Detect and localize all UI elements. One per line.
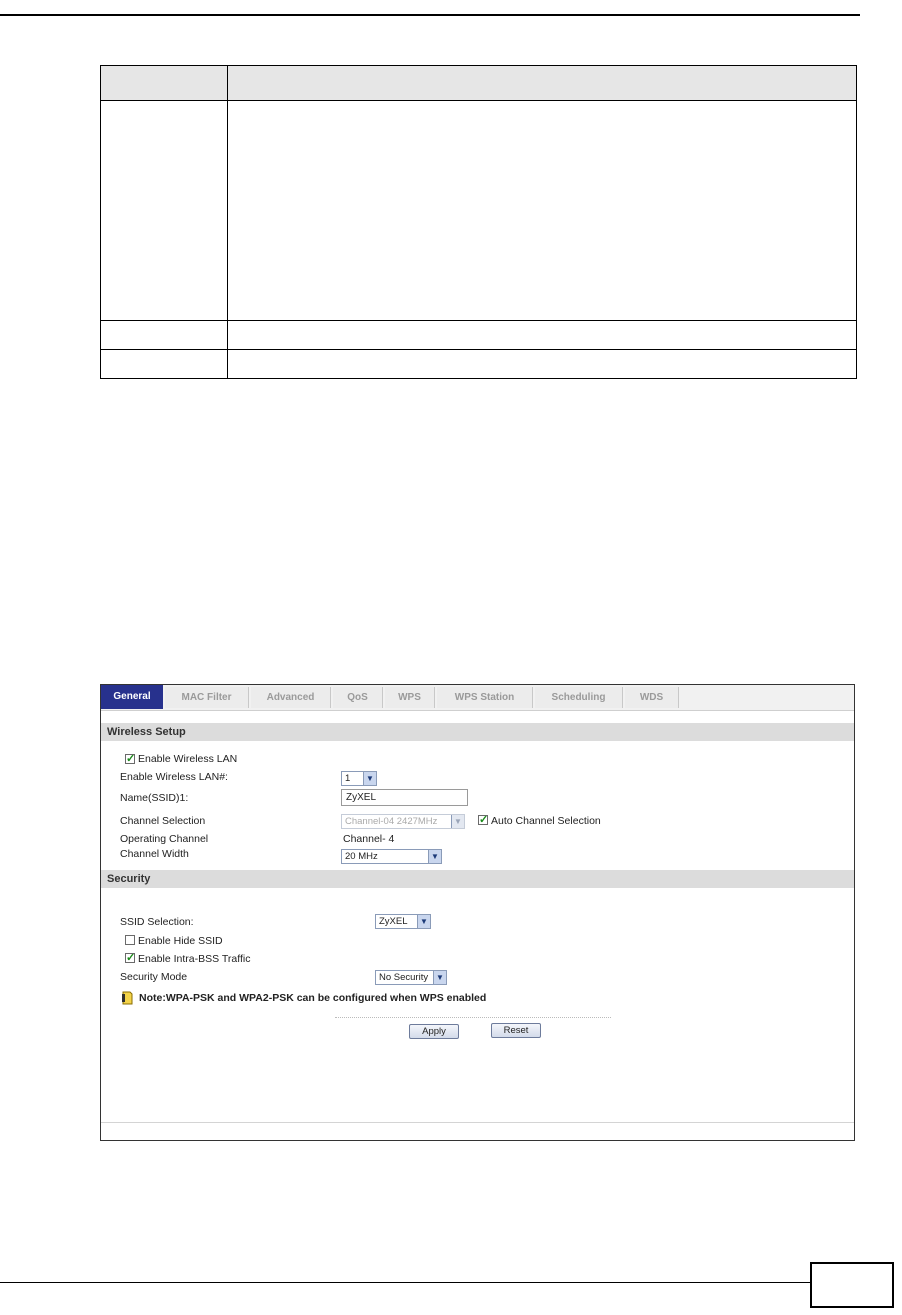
table-row bbox=[101, 350, 857, 379]
table-cell bbox=[228, 321, 857, 350]
tab-wds[interactable]: WDS bbox=[625, 687, 679, 708]
ssid-selection-select[interactable] bbox=[375, 914, 431, 929]
wps-note: Note:WPA-PSK and WPA2-PSK can be configured when WPS enabled bbox=[139, 992, 487, 1004]
table-header-cell bbox=[101, 66, 228, 101]
header-rule bbox=[0, 14, 860, 16]
table-cell bbox=[101, 101, 228, 321]
channel-width-select[interactable] bbox=[341, 849, 442, 864]
table-row bbox=[101, 101, 857, 321]
wireless-lan-num-value: 1 bbox=[345, 773, 351, 784]
footer-rule bbox=[0, 1282, 812, 1283]
channel-selection-label: Channel Selection bbox=[120, 815, 206, 827]
ssid-input[interactable]: ZyXEL bbox=[341, 789, 468, 806]
tab-wps-station[interactable]: WPS Station bbox=[437, 687, 533, 708]
hide-ssid-checkbox[interactable] bbox=[125, 935, 135, 945]
table-cell bbox=[101, 321, 228, 350]
reset-button[interactable]: Reset bbox=[491, 1023, 541, 1038]
chevron-down-icon: ▼ bbox=[428, 850, 441, 863]
page-number-box bbox=[810, 1262, 894, 1308]
tab-scheduling[interactable]: Scheduling bbox=[535, 687, 623, 708]
auto-channel-label: Auto Channel Selection bbox=[491, 815, 601, 827]
tab-qos[interactable]: QoS bbox=[333, 687, 383, 708]
ssid-selection-value: ZyXEL bbox=[379, 916, 408, 927]
enable-wireless-lan-num-label: Enable Wireless LAN#: bbox=[120, 771, 228, 783]
table-cell bbox=[101, 350, 228, 379]
ssid-label: Name(SSID)1: bbox=[120, 792, 189, 804]
note-icon bbox=[121, 991, 133, 1005]
security-heading: Security bbox=[101, 870, 854, 888]
tab-general[interactable]: General bbox=[101, 685, 163, 709]
enable-wireless-lan-label: Enable Wireless LAN bbox=[138, 753, 238, 765]
channel-width-value: 20 MHz bbox=[345, 851, 378, 862]
table-cell bbox=[228, 101, 857, 321]
tab-wps[interactable]: WPS bbox=[385, 687, 435, 708]
intra-bss-label: Enable Intra-BSS Traffic bbox=[138, 953, 251, 965]
divider bbox=[335, 1017, 611, 1018]
channel-selection-select bbox=[341, 814, 465, 829]
wireless-setup-heading: Wireless Setup bbox=[101, 723, 854, 741]
security-mode-value: No Security bbox=[379, 972, 429, 983]
tab-bar bbox=[101, 685, 854, 711]
table-header-cell bbox=[228, 66, 857, 101]
chevron-down-icon: ▼ bbox=[417, 915, 430, 928]
channel-width-label: Channel Width bbox=[120, 848, 189, 860]
channel-selection-value: Channel-04 2427MHz bbox=[345, 816, 438, 827]
tab-advanced[interactable]: Advanced bbox=[251, 687, 331, 708]
chevron-down-icon: ▼ bbox=[433, 971, 446, 984]
chevron-down-icon: ▼ bbox=[451, 815, 464, 828]
reference-table bbox=[100, 65, 857, 379]
security-mode-select[interactable] bbox=[375, 970, 447, 985]
operating-channel-value: Channel- 4 bbox=[343, 833, 395, 845]
auto-channel-checkbox[interactable] bbox=[478, 815, 488, 825]
enable-wireless-lan-checkbox[interactable] bbox=[125, 754, 135, 764]
apply-button[interactable]: Apply bbox=[409, 1024, 459, 1039]
wireless-general-screenshot bbox=[100, 684, 855, 1141]
table-row bbox=[101, 321, 857, 350]
footer-divider bbox=[101, 1122, 854, 1123]
ssid-selection-label: SSID Selection: bbox=[120, 916, 194, 928]
table-cell bbox=[228, 350, 857, 379]
tab-mac-filter[interactable]: MAC Filter bbox=[165, 687, 249, 708]
hide-ssid-label: Enable Hide SSID bbox=[138, 935, 223, 947]
table-header-row bbox=[101, 66, 857, 101]
operating-channel-label: Operating Channel bbox=[120, 833, 209, 845]
security-mode-label: Security Mode bbox=[120, 971, 188, 983]
chevron-down-icon: ▼ bbox=[363, 772, 376, 785]
wireless-lan-num-select[interactable] bbox=[341, 771, 377, 786]
intra-bss-checkbox[interactable] bbox=[125, 953, 135, 963]
